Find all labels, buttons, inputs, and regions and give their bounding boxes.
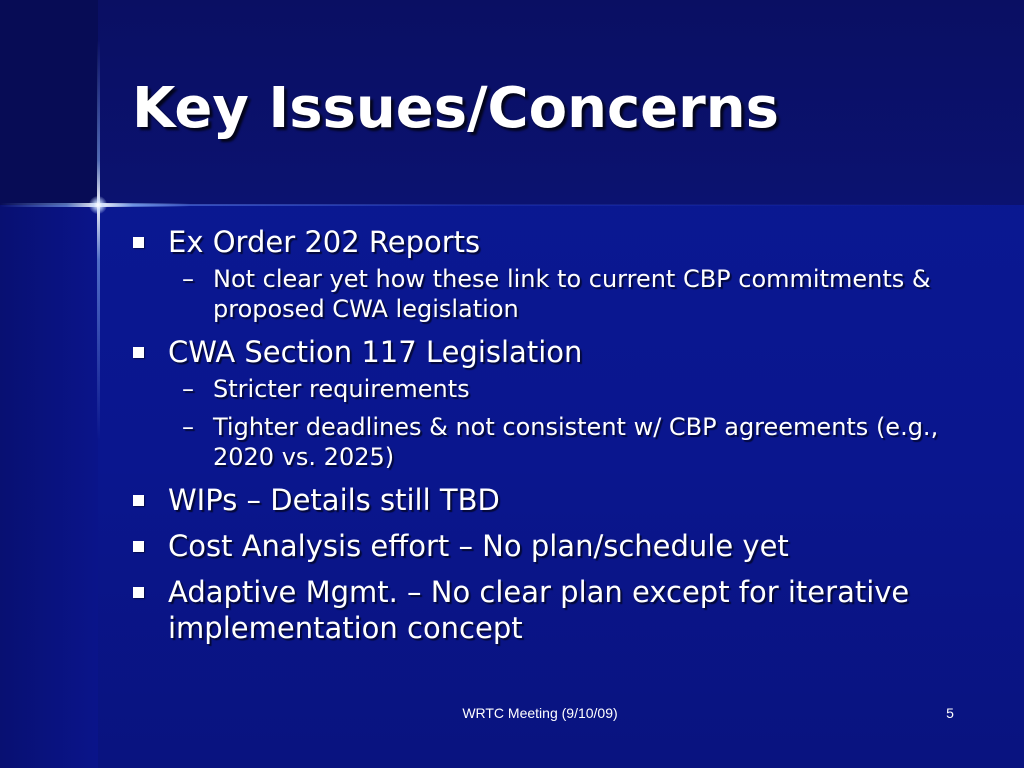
dash-marker: –: [182, 413, 194, 441]
square-bullet-icon: [133, 237, 144, 248]
bullet-item: [130, 334, 960, 472]
left-strip-top: [0, 0, 98, 205]
vertical-glow-line: [97, 40, 100, 440]
sub-bullet-text: Not clear yet how these link to current CBP commitments & proposed CWA legislation: [213, 265, 931, 323]
dash-marker: –: [182, 265, 194, 293]
bullet-text: WIPs – Details still TBD: [168, 483, 500, 517]
sub-bullet-text: Tighter deadlines & not consistent w/ CBP agreements (e.g., 2020 vs. 2025): [213, 413, 939, 471]
bullet-list: [130, 224, 960, 656]
sub-bullet-item: [168, 264, 960, 324]
sub-bullet-item: [168, 374, 960, 404]
bullet-text: Ex Order 202 Reports: [168, 225, 481, 259]
bullet-item: [130, 224, 960, 324]
square-bullet-icon: [133, 541, 144, 552]
bullet-item: [130, 482, 960, 518]
dash-marker: –: [182, 375, 194, 403]
square-bullet-icon: [133, 587, 144, 598]
sparkle-icon: [89, 196, 107, 214]
slide-title: Key Issues/Concerns: [132, 76, 779, 141]
square-bullet-icon: [133, 495, 144, 506]
sub-bullet-list: [168, 374, 960, 472]
divider-glow-line: [98, 204, 1024, 206]
bullet-item: [130, 528, 960, 564]
sub-bullet-text: Stricter requirements: [213, 375, 470, 403]
bullet-item: [130, 574, 960, 646]
sub-bullet-list: [168, 264, 960, 324]
sub-bullet-item: [168, 412, 960, 472]
footer-text: WRTC Meeting (9/10/09): [462, 705, 618, 721]
bullet-text: CWA Section 117 Legislation: [168, 335, 583, 369]
left-strip: [0, 205, 98, 768]
bullet-text: Cost Analysis effort – No plan/schedule yet: [168, 529, 789, 563]
square-bullet-icon: [133, 347, 144, 358]
page-number: 5: [946, 705, 954, 721]
bullet-text: Adaptive Mgmt. – No clear plan except for iterative implementation concept: [168, 575, 910, 645]
